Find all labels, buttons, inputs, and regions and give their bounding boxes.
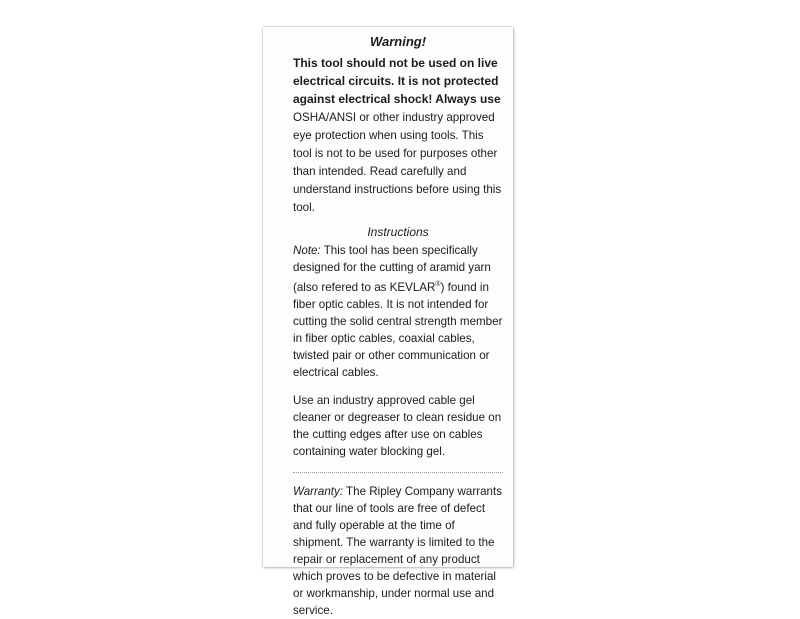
instruction-card bbox=[263, 27, 513, 617]
note-text-b: ) found in fiber optic cables. It is not intended for cutting the solid central strength member in fiber optic cables, coaxial cables, twisted pair or other communication or electrical cables. bbox=[293, 280, 503, 379]
note-paragraph bbox=[293, 242, 503, 381]
warning-paragraph bbox=[293, 54, 503, 216]
warranty-label: Warranty: bbox=[293, 484, 344, 498]
section-divider bbox=[293, 472, 503, 473]
registered-mark: ® bbox=[435, 281, 441, 288]
warning-title: Warning! bbox=[369, 34, 427, 49]
cleaning-paragraph: Use an industry approved cable gel cleaner or degreaser to clean residue on the cutting edges after use on cables containing water blocking gel. bbox=[293, 393, 502, 458]
warning-text: OSHA/ANSI or other industry approved eye protection when using tools. This tool is not to be used for purposes other than intended. Read carefully and understand instructions before using this tool. bbox=[293, 111, 502, 214]
instructions-heading: Instructions bbox=[367, 225, 429, 239]
warranty-paragraph bbox=[293, 483, 503, 619]
warranty-text: The Ripley Company warrants that our line of tools are free of defect and fully operable at the time of shipment. The warranty is limited to the repair or replacement of any product which proves to be defective in material or workmanship, under normal use and service. bbox=[293, 484, 502, 617]
warning-bold-text: This tool should not be used on live electrical circuits. It is not protected against electrical shock! Always use bbox=[293, 56, 501, 106]
note-text-a: This tool has been specifically designed for the cutting of aramid yarn (also refered to as KEVLAR bbox=[293, 244, 491, 294]
note-label: Note: bbox=[293, 244, 321, 257]
